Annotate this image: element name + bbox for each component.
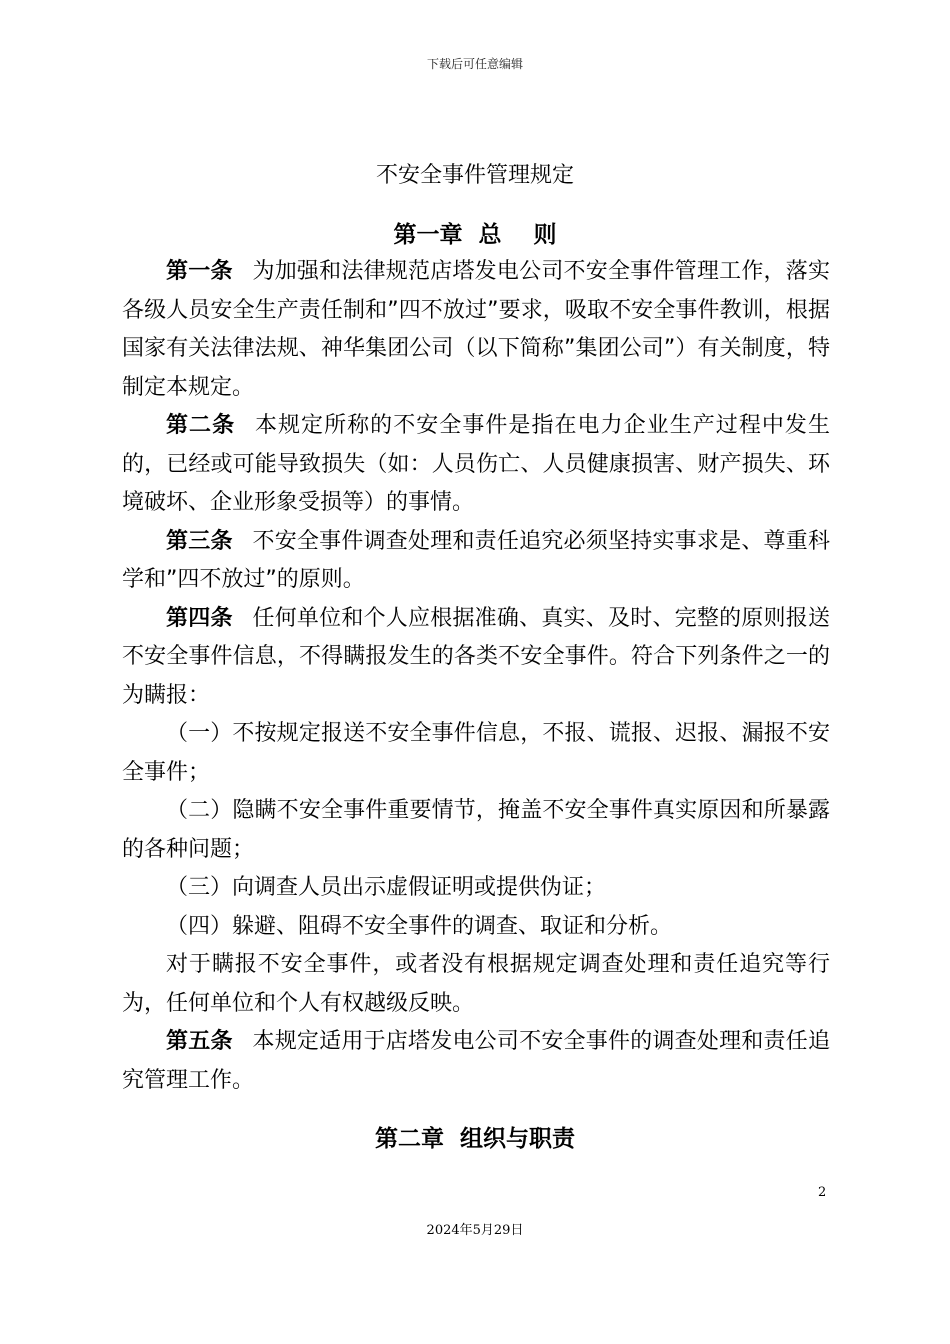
article-3-text: 不安全事件调查处理和责任追究必须坚持实事求是、尊重科学和”四不放过”的原则。 — [122, 528, 830, 592]
article-5-label: 第五条 — [166, 1029, 233, 1054]
article-5 — [122, 1023, 830, 1100]
article-1-label: 第一条 — [166, 259, 233, 284]
article-4-item-3: （三）向调查人员出示虚假证明或提供伪证； — [166, 875, 607, 900]
header-note: 下载后可任意编辑 — [426, 57, 523, 71]
article-2-text: 本规定所称的不安全事件是指在电力企业生产过程中发生的，已经或可能导致损失（如：人员伤亡、人员健康损害、财产损失、环境破坏、企业形象受损等）的事情。 — [122, 413, 830, 515]
article-4-item-4: （四）躲避、阻碍不安全事件的调查、取证和分析。 — [166, 913, 673, 939]
chapter-1-heading: 第一章 总 则 — [393, 222, 557, 248]
article-4-label: 第四条 — [166, 605, 233, 631]
article-1 — [122, 253, 830, 407]
article-4-item-1: （一）不按规定报送不安全事件信息，不报、谎报、迟报、漏报不安全事件； — [122, 721, 830, 785]
article-3-label: 第三条 — [166, 528, 233, 554]
article-4 — [122, 600, 830, 716]
article-2-label: 第二条 — [166, 413, 236, 438]
article-1-text: 为加强和法律规范店塔发电公司不安全事件管理工作，落实各级人员安全生产责任制和”四不放过”要求，吸取不安全事件教训，根据国家有关法律法规、神华集团公司（以下简称”集团公司”）有关制度，特制定本规定。 — [122, 259, 830, 400]
article-4-note: 对于瞒报不安全事件，或者没有根据规定调查处理和责任追究等行为，任何单位和个人有权越级反映。 — [122, 952, 830, 1016]
document-body — [122, 253, 830, 1100]
article-3 — [122, 523, 830, 600]
article-5-text: 本规定适用于店塔发电公司不安全事件的调查处理和责任追究管理工作。 — [122, 1029, 830, 1093]
article-4-text: 任何单位和个人应根据准确、真实、及时、完整的原则报送不安全事件信息，不得瞒报发生的各类不安全事件。符合下列条件之一的为瞒报： — [122, 605, 830, 708]
article-4-item-2: （二）隐瞒不安全事件重要情节，掩盖不安全事件真实原因和所暴露的各种问题； — [122, 798, 830, 862]
footer-date: 2024年5月29日 — [426, 1223, 524, 1238]
chapter-2-heading: 第二章 组织与职责 — [374, 1126, 575, 1152]
document-title: 不安全事件管理规定 — [375, 163, 574, 188]
page-number: 2 — [818, 1185, 827, 1200]
article-2 — [122, 407, 830, 523]
